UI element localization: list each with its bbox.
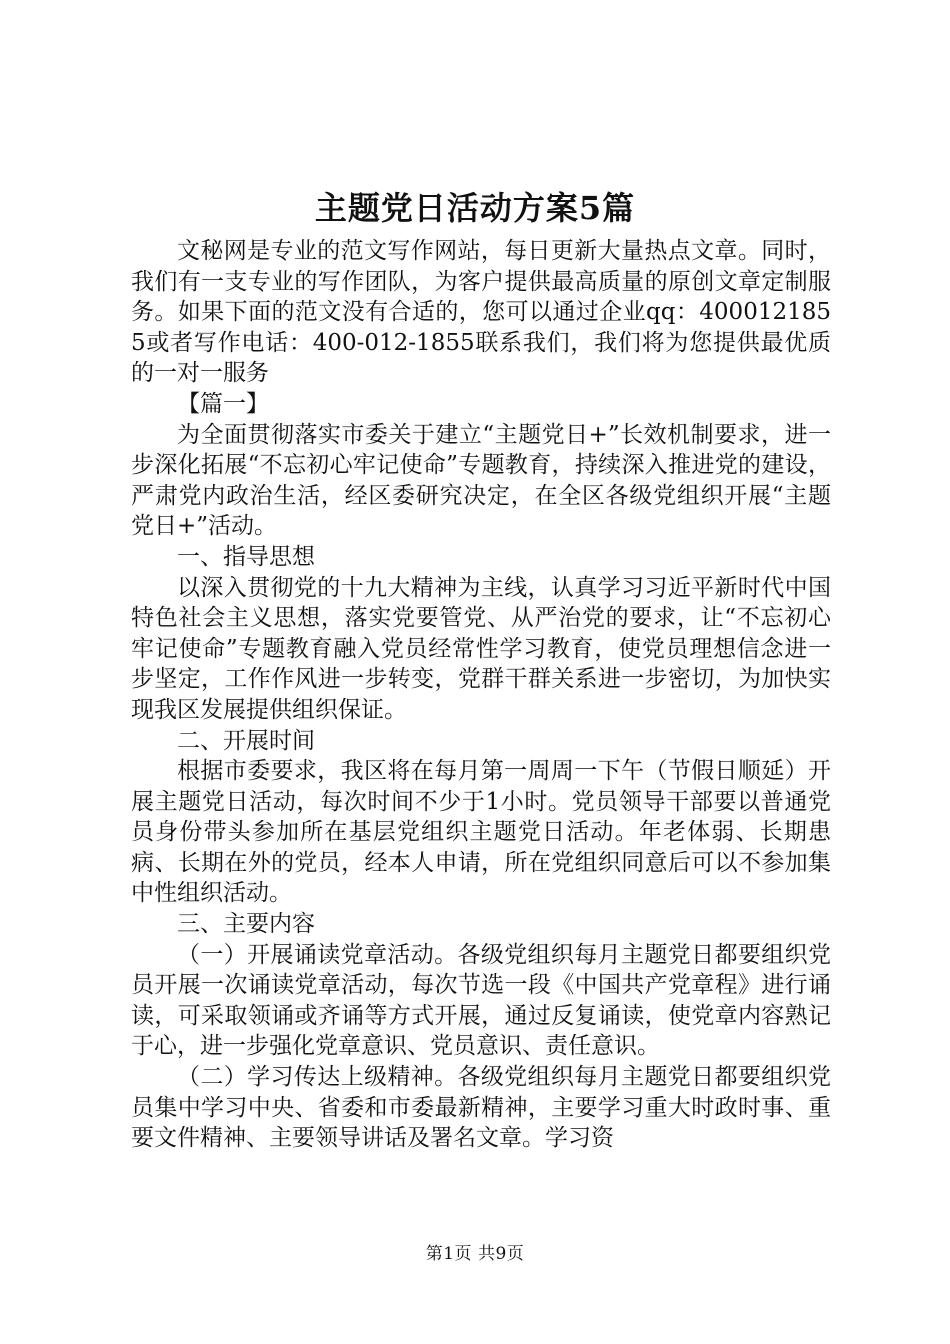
document-title: 主题党日活动方案5篇 [314,189,636,227]
intro-paragraph: 文秘网是专业的范文写作网站，每日更新大量热点文章。同时，我们有一支专业的写作团队，为客户提供最高质量的原创文章定制服务。如果下面的范文没有合适的，您可以通过企业qq：4000121855或者写作电话：400-012-1855联系我们，我们将为您提供最优质的一对一服务 [131,238,831,387]
section-heading: 二、开展时间 [177,727,315,754]
section-heading: 一、指导思想 [177,543,315,570]
document-body [131,236,831,1154]
page-number-footer: 第1页 共9页 [425,1244,525,1264]
body-paragraph: 根据市委要求，我区将在每月第一周周一下午（节假日顺延）开展主题党日活动，每次时间不少于1小时。党员领导干部要以普通党员身份带头参加所在基层党组织主题党日活动。年老体弱、长期患病、长期在外的党员，经本人申请，所在党组织同意后可以不参加集中性组织活动。 [131,758,831,907]
body-paragraph: 为全面贯彻落实市委关于建立“主题党日+”长效机制要求，进一步深化拓展“不忘初心牢记使命”专题教育，持续深入推进党的建设，严肃党内政治生活，经区委研究决定，在全区各级党组织开展“主题党日+”活动。 [131,421,831,540]
section-marker: 【篇一】 [177,390,269,417]
section-heading: 三、主要内容 [177,911,315,938]
body-paragraph: 以深入贯彻党的十九大精神为主线，认真学习习近平新时代中国特色社会主义思想，落实党要管党、从严治党的要求，让“不忘初心牢记使命”专题教育融入党员经常性学习教育，使党员理想信念进一步坚定，工作作风进一步转变，党群干群关系进一步密切，为加快实现我区发展提供组织保证。 [131,574,831,723]
body-paragraph: （二）学习传达上级精神。各级党组织每月主题党日都要组织党员集中学习中央、省委和市委最新精神，主要学习重大时政时事、重要文件精神、主要领导讲话及署名文章。学习资 [131,1064,831,1152]
body-paragraph: （一）开展诵读党章活动。各级党组织每月主题党日都要组织党员开展一次诵读党章活动，每次节选一段《中国共产党章程》进行诵读，可采取领诵或齐诵等方式开展，通过反复诵读，使党章内容熟记于心，进一步强化党章意识、党员意识、责任意识。 [131,941,831,1060]
